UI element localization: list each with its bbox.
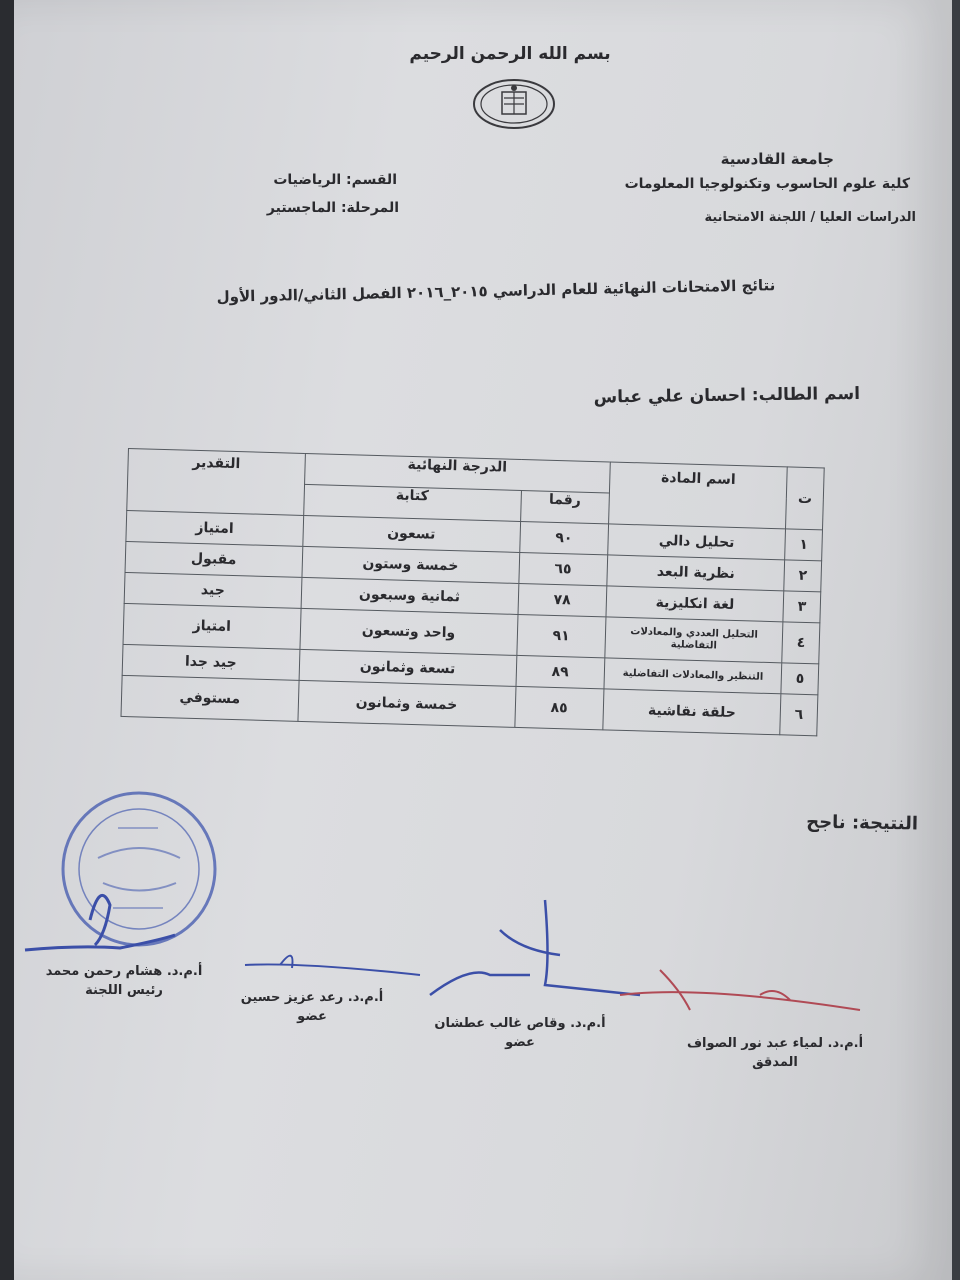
signature-chair [25,895,175,950]
cell-subject: التحليل العددي والمعادلات التفاضلية [605,617,783,663]
cell-grade: مقبول [125,541,302,577]
cell-grade: امتياز [123,603,301,649]
cell-no: ٣ [783,591,821,623]
signatory-chair-role: رئيس اللجنة [85,983,163,998]
header-no: ت [786,467,824,530]
header-evaluation: التقدير [127,449,305,516]
signatory-member-1 [222,990,402,1024]
cell-no: ٥ [781,663,819,695]
signatory-member-1-role: عضو [297,1009,327,1024]
cell-numeric: ٩٠ [519,521,608,554]
cell-numeric: ٨٥ [514,686,603,729]
student-name: اسم الطالب: احسان علي عباس [593,383,861,408]
cell-words: تسعة وثمانون [299,649,517,686]
signatory-auditor [650,1036,900,1070]
signatory-auditor-name: أ.م.د. لمياء عبد نور الصواف [686,1036,864,1051]
signature-auditor [620,970,860,1010]
header-numeric: رقما [520,490,609,523]
cell-no: ٤ [782,622,820,664]
cell-subject: نظرية البعد [607,555,785,591]
committee-name: الدراسات العليا / اللجنة الامتحانية [704,210,916,225]
department: القسم: الرياضيات [273,172,397,188]
cell-numeric: ٧٨ [518,583,607,616]
signatory-member-2-role: عضو [505,1035,535,1050]
basmala: بسم الله الرحمن الرحيم [409,44,611,64]
document-heading: نتائج الامتحانات النهائية للعام الدراسي ٢٠١٥_٢٠١٦ الفصل الثاني/الدور الأول [216,276,776,306]
cell-no: ١ [785,529,823,561]
signature-member-1 [245,956,420,975]
cell-words: تسعون [302,515,520,552]
signatory-auditor-role: المدقق [752,1055,798,1070]
cell-subject: لغة انكليزية [606,586,784,622]
cell-grade: جيد جدا [122,644,299,680]
signatory-member-2-name: أ.م.د. وقاص غالب عطشان [434,1016,606,1031]
cell-grade: امتياز [126,510,303,546]
cell-numeric: ٩١ [516,614,605,657]
signatory-member-1-name: أ.م.د. رعد عزيز حسين [240,990,384,1005]
cell-words: خمسة وستون [302,546,520,583]
cell-words: واحد وتسعون [300,608,518,655]
cell-subject: التنظير والمعادلات التفاضلية [604,658,782,694]
result-text: النتيجة: ناجح [806,811,919,835]
signature-member-2 [430,900,640,995]
cell-subject: تحليل دالي [608,524,786,560]
cell-subject: حلقة نقاشية [603,689,781,735]
cell-grade: مستوفي [121,675,299,721]
signatory-chair [34,964,214,998]
university-name: جامعة القادسية [720,150,834,168]
cell-no: ٢ [784,560,822,592]
cell-words: خمسة وثمانون [298,680,516,727]
cell-numeric: ٨٩ [516,655,605,688]
signatory-chair-name: أ.م.د. هشام رحمن محمد [45,964,203,979]
cell-no: ٦ [780,694,818,736]
signatory-member-2 [420,1016,620,1050]
cell-words: ثمانية وسبعون [301,577,519,614]
header-subject: اسم المادة [608,462,787,529]
header-final-grade: الدرجة النهائية [304,453,610,493]
cell-grade: جيد [124,572,301,608]
study-stage: المرحلة: الماجستير [266,200,399,216]
header-words: كتابة [303,484,521,521]
college-name: كلية علوم الحاسوب وتكنولوجيا المعلومات [624,176,910,192]
cell-numeric: ٦٥ [518,552,607,585]
